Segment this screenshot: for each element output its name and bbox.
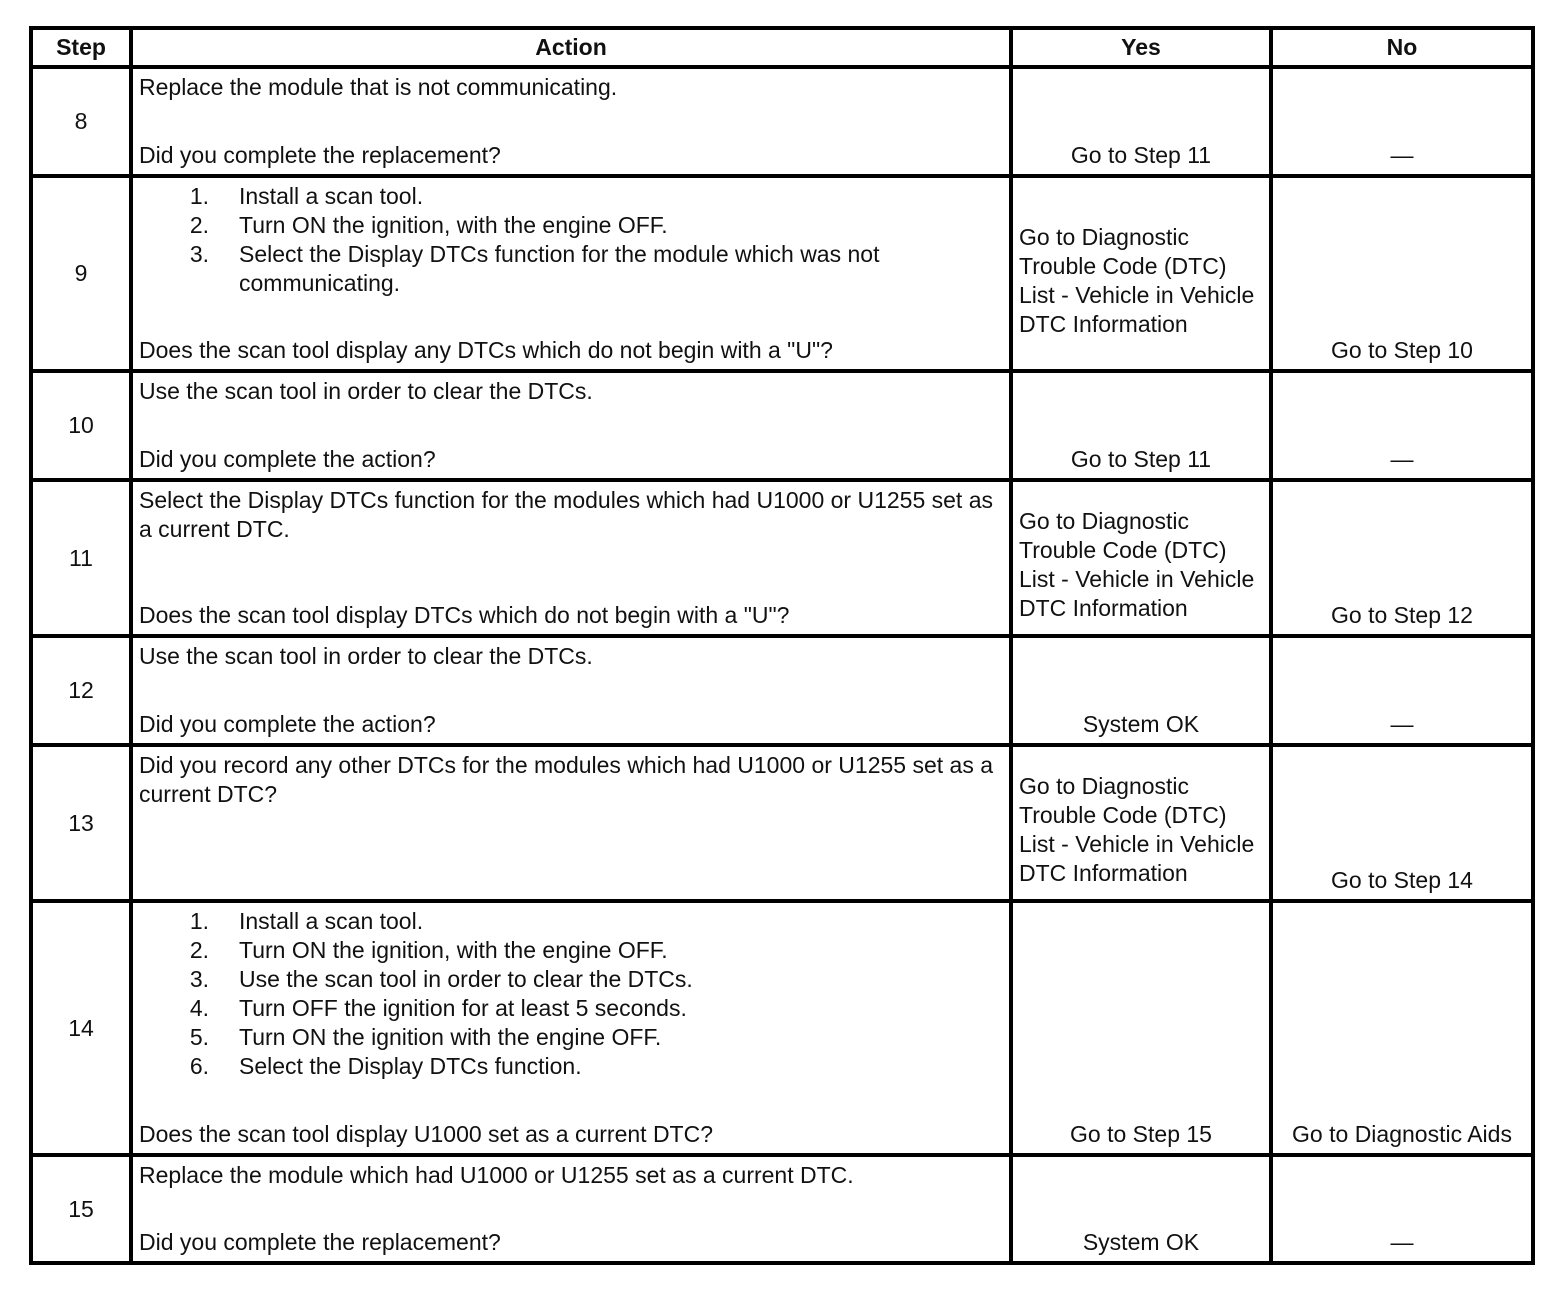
no-cell xyxy=(1271,901,1533,1155)
no-cell xyxy=(1271,371,1533,480)
list-item-text: Use the scan tool in order to clear the DTCs. xyxy=(239,966,693,992)
table-row xyxy=(31,67,1533,176)
no-result: — xyxy=(1390,446,1414,472)
list-item xyxy=(139,1023,693,1052)
table-row xyxy=(31,901,1533,1155)
list-item-number: 3. xyxy=(189,966,209,992)
list-item xyxy=(139,211,1003,240)
list-item-number: 2. xyxy=(189,212,209,238)
no-result: Go to Step 14 xyxy=(1331,867,1473,893)
yes-result: Go to Diagnostic Trouble Code (DTC) List - Vehicle in Vehicle DTC Information xyxy=(1019,223,1255,337)
step-number: 10 xyxy=(31,371,131,480)
action-list xyxy=(139,182,1003,298)
yes-cell xyxy=(1011,371,1271,480)
table-row xyxy=(31,636,1533,745)
no-result: — xyxy=(1390,142,1414,168)
list-item-text: Turn ON the ignition with the engine OFF. xyxy=(239,1024,662,1050)
no-result: Go to Step 12 xyxy=(1331,602,1473,628)
list-item-number: 4. xyxy=(189,995,209,1021)
no-cell xyxy=(1271,1155,1533,1263)
step-number: 9 xyxy=(31,176,131,371)
list-item-text: Select the Display DTCs function. xyxy=(239,1053,582,1079)
list-item-text: Install a scan tool. xyxy=(239,183,424,209)
yes-result: System OK xyxy=(1082,1229,1200,1255)
list-item-number: 2. xyxy=(189,937,209,963)
action-cell xyxy=(131,371,1011,480)
question-text: Did you complete the replacement? xyxy=(139,1229,501,1255)
no-cell xyxy=(1271,636,1533,745)
list-item xyxy=(139,1052,693,1081)
question-text: Did you complete the action? xyxy=(139,446,436,472)
action-cell xyxy=(131,745,1011,901)
list-item-number: 6. xyxy=(189,1053,209,1079)
step-number: 15 xyxy=(31,1155,131,1263)
no-cell xyxy=(1271,480,1533,636)
yes-result: Go to Step 11 xyxy=(1070,446,1212,472)
action-list xyxy=(139,907,693,1081)
step-number: 14 xyxy=(31,901,131,1155)
action-cell xyxy=(131,176,1011,371)
yes-result: Go to Diagnostic Trouble Code (DTC) List - Vehicle in Vehicle DTC Information xyxy=(1019,508,1255,621)
list-item-number: 1. xyxy=(189,908,209,934)
action-text: Use the scan tool in order to clear the DTCs. xyxy=(139,378,593,404)
list-item xyxy=(139,994,693,1023)
table-row xyxy=(31,480,1533,636)
list-item xyxy=(139,907,693,936)
header-row xyxy=(31,28,1533,67)
no-result: — xyxy=(1390,1229,1414,1255)
action-text: Replace the module which had U1000 or U1255 set as a current DTC. xyxy=(139,1162,854,1188)
table-row xyxy=(31,1155,1533,1263)
header-action: Action xyxy=(131,28,1011,67)
yes-cell xyxy=(1011,901,1271,1155)
list-item-number: 3. xyxy=(189,241,209,267)
list-item-text: Install a scan tool. xyxy=(239,908,424,934)
yes-result: Go to Diagnostic Trouble Code (DTC) List - Vehicle in Vehicle DTC Information xyxy=(1019,773,1255,886)
yes-cell xyxy=(1011,480,1271,636)
yes-result: System OK xyxy=(1082,711,1200,737)
yes-result: Go to Step 11 xyxy=(1070,142,1212,168)
diagnostic-table xyxy=(29,26,1535,1265)
list-item xyxy=(139,182,1003,211)
action-text: Replace the module that is not communicating. xyxy=(139,74,618,100)
action-cell xyxy=(131,901,1011,1155)
table-body xyxy=(31,67,1533,1263)
step-number: 11 xyxy=(31,480,131,636)
step-number: 13 xyxy=(31,745,131,901)
no-cell xyxy=(1271,745,1533,901)
list-item-number: 5. xyxy=(189,1024,209,1050)
no-result: Go to Diagnostic Aids xyxy=(1292,1121,1512,1147)
list-item-text: Turn OFF the ignition for at least 5 seconds. xyxy=(239,995,687,1021)
action-cell xyxy=(131,636,1011,745)
question-text: Does the scan tool display U1000 set as a current DTC? xyxy=(139,1121,714,1147)
question-text: Did you complete the replacement? xyxy=(139,142,501,168)
step-number: 12 xyxy=(31,636,131,745)
list-item-text: Select the Display DTCs function for the module which was not communicating. xyxy=(239,241,880,296)
no-result: — xyxy=(1390,711,1414,737)
list-item-number: 1. xyxy=(189,183,209,209)
yes-cell xyxy=(1011,745,1271,901)
yes-result: Go to Step 15 xyxy=(1070,1121,1212,1147)
action-text: Use the scan tool in order to clear the DTCs. xyxy=(139,643,593,669)
yes-cell xyxy=(1011,1155,1271,1263)
no-result: Go to Step 10 xyxy=(1331,337,1473,363)
list-item xyxy=(139,965,693,994)
header-step: Step xyxy=(31,28,131,67)
no-cell xyxy=(1271,176,1533,371)
table-row xyxy=(31,176,1533,371)
list-item-text: Turn ON the ignition, with the engine OFF. xyxy=(239,212,668,238)
list-item xyxy=(139,240,1003,298)
list-item xyxy=(139,936,693,965)
yes-cell xyxy=(1011,176,1271,371)
question-text: Does the scan tool display any DTCs which do not begin with a "U"? xyxy=(139,337,833,363)
question-text: Did you complete the action? xyxy=(139,711,436,737)
yes-cell xyxy=(1011,636,1271,745)
action-cell xyxy=(131,1155,1011,1263)
yes-cell xyxy=(1011,67,1271,176)
header-yes: Yes xyxy=(1011,28,1271,67)
action-cell xyxy=(131,67,1011,176)
action-cell xyxy=(131,480,1011,636)
step-number: 8 xyxy=(31,67,131,176)
action-text: Did you record any other DTCs for the modules which had U1000 or U1255 set as a current DTC? xyxy=(139,752,993,807)
no-cell xyxy=(1271,67,1533,176)
header-no: No xyxy=(1271,28,1533,67)
action-text: Select the Display DTCs function for the modules which had U1000 or U1255 set as a current DTC. xyxy=(139,487,993,542)
list-item-text: Turn ON the ignition, with the engine OFF. xyxy=(239,937,668,963)
question-text: Does the scan tool display DTCs which do not begin with a "U"? xyxy=(139,602,790,628)
table-row xyxy=(31,745,1533,901)
table-row xyxy=(31,371,1533,480)
